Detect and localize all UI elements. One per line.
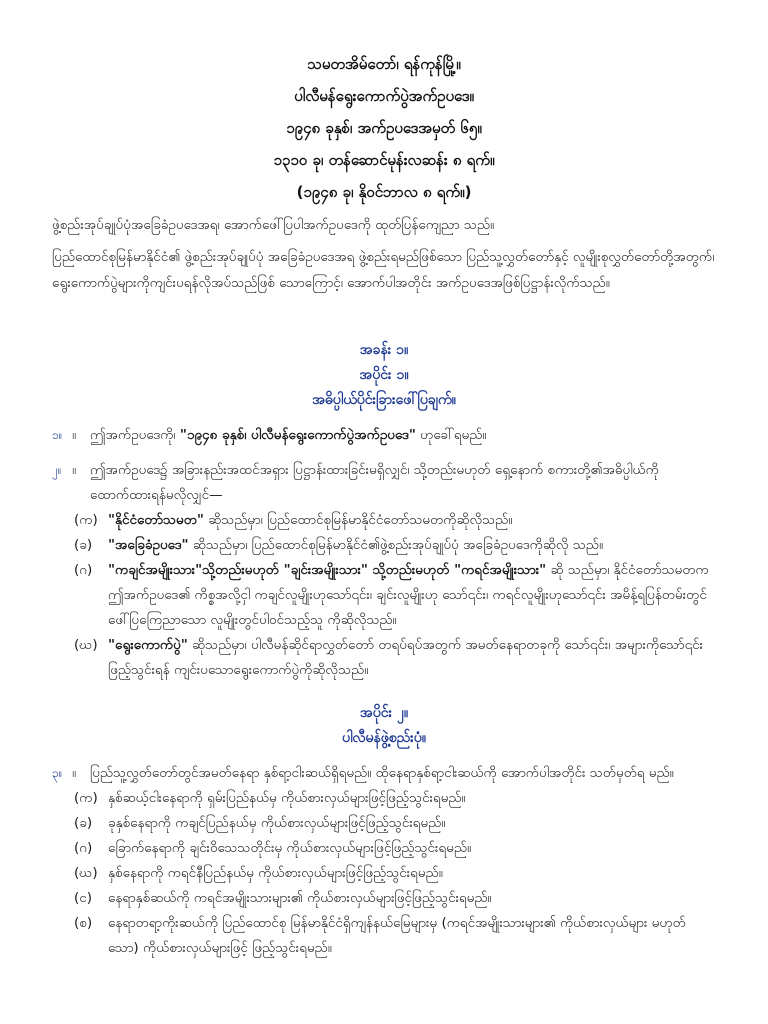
document-header [52, 48, 716, 208]
item-label: (က) [74, 790, 98, 806]
part-2-subject: ပါလီမန်ဖွဲ့စည်းပုံ။ [342, 730, 426, 746]
definition-item [52, 508, 716, 533]
item-label: (ဂ) [74, 840, 93, 856]
item-label: (စ) [74, 915, 93, 931]
header-act-number: ၁၉၄၈ ခုနှစ်၊ အက်ဥပဒေအမှတ် ၆၅။ [286, 119, 482, 137]
item-label: (ခ) [74, 537, 93, 553]
clause-1 [52, 423, 716, 448]
list-item [52, 911, 716, 961]
clause-text-pre: ဤအက်ဥပဒေကို၊ [90, 427, 180, 443]
part-1-subject: အဓိပ္ပါယ်ပိုင်းခြားဖေါ်ပြချက်။ [312, 392, 456, 408]
item-label: (ဃ) [74, 637, 98, 653]
clause-separator: ။ [72, 765, 77, 781]
clause-number: ၂။ [52, 463, 62, 477]
clause-2 [52, 458, 716, 508]
item-text: ခုနှစ်နေရာကို ကချင်ပြည်နယ်မှ ကိုယ်စားလှယ်များဖြင့်ဖြည့်သွင်းရမည်။ [108, 815, 446, 831]
clause-text [90, 423, 716, 448]
list-item [52, 811, 716, 836]
definition-text: ဆိုသည်မှာ၊ ပြည်ထောင်စုမြန်မာနိုင်ငံ၏ဖွဲ့စည်းအုပ်ချုပ်ပုံ အခြေခံဥပဒေကိုဆိုလို သည်။ [188, 537, 604, 553]
clause-text: ဤအက်ဥပဒေ၌ အခြားနည်းအထင်အရှား ပြဋ္ဌာန်းထားခြင်းမရှိလျှင်၊ သို့တည်းမဟုတ် ရှေ့နောက် စကားတို့၏အဓိပ္ပါယ်ကို ထောက်ထားရန်မလိုလျှင်— [90, 462, 659, 503]
clause-text-post: ဟုခေါ်ရမည်။ [415, 427, 487, 443]
item-text [108, 633, 716, 683]
intro-paragraph-2: ပြည်ထောင်စုမြန်မာနိုင်ငံ၏ ဖွဲ့စည်းအုပ်ချုပ်ပုံ အခြေခံဥပဒေအရ ဖွဲ့စည်းရမည်ဖြစ်သော ပြည်သူ့လွှတ်တော်နှင့် လူမျိုးစုလွှတ်တော်တို့အတွက်၊ ရွေးကောက်ပွဲများကိုကျင်းပရန်လိုအပ်သည်ဖြစ် သောကြောင့်၊ အောက်ပါအတိုင်း အက်ဥပဒေအဖြစ်ပြဋ္ဌာန်းလိုက်သည်။ [52, 249, 715, 291]
part-1-title: အပိုင်း ၁။ [359, 367, 409, 383]
section-2-heading [52, 701, 716, 751]
item-text: နှစ်ဆယ့်ငါးနေရာကို ရှမ်းပြည်နယ်မှ ကိုယ်စားလှယ်များဖြင့်ဖြည့်သွင်းရမည်။ [108, 790, 466, 806]
clause-3 [52, 761, 716, 786]
clause-separator: ။ [72, 462, 77, 478]
item-label: (င) [74, 890, 93, 906]
definition-text: ဆိုသည်မှာ၊ ပြည်ထောင်စုမြန်မာနိုင်ငံတော်သမတကိုဆိုလိုသည်။ [203, 512, 513, 528]
definition-text: ဆို သည်မှာ၊ နိုင်ငံတော်သမတကဤအက်ဥပဒေ၏ ကိစ္စအလို့ငှါ ကချင်လူမျိုးဟုသော်၎င်း၊ ချင်းလူမျိုးဟု သော်၎င်း၊ ကရင်လူမျိုးဟုသော်၎င်း အမိန့်ရပြန်တမ်းတွင်ဖေါ်ပြကြေညာသော လူမျိုးတွင်ပါဝင်သည့်သူ ကိုဆိုလိုသည်။ [108, 562, 709, 628]
list-item [52, 786, 716, 811]
item-text [108, 558, 716, 633]
item-text: နေရာတရာ့ကိုးဆယ်ကို ပြည်ထောင်စု မြန်မာနိုင်ငံရှိကျန်နယ်မြေများမှ (ကရင်အမျိုးသားများ၏ ကိုယ်စားလှယ်များ မဟုတ်သော) ကိုယ်စားလှယ်များဖြင့် ဖြည့်သွင်းရမည်။ [108, 915, 686, 956]
clause-short-title: "၁၉၄၈ ခုနှစ်၊ ပါလီမန်ရွေးကောက်ပွဲအက်ဥပဒေ" [179, 427, 416, 443]
defined-term: "အခြေခံဥပဒေ" [108, 537, 189, 553]
item-label: (က) [74, 512, 98, 528]
header-location: သမတအိမ်တော်၊ ရန်ကုန်မြို့။ [307, 55, 461, 73]
item-text: နှစ်နေရာကို ကရင်နီပြည်နယ်မှ ကိုယ်စားလှယ်များဖြင့်ဖြည့်သွင်းရမည်။ [108, 865, 443, 881]
definition-text: ဆိုသည်မှာ၊ ပါလီမန်ဆိုင်ရာလွှတ်တော် တရပ်ရပ်အတွက် အမတ်နေရာတခုကို သော်၎င်း၊ အများကိုသော်၎င်း ဖြည့်သွင်းရန် ကျင်းပသောရွေးကောက်ပွဲကိုဆိုလိုသည်။ [108, 637, 703, 678]
clause-number: ၁။ [52, 428, 63, 442]
clause-text: ပြည်သူ့လွှတ်တော်တွင်အမတ်နေရာ နှစ်ရာ့ငါးဆယ်ရှိရမည်။ ထိုနေရာနှစ်ရာ့ငါးဆယ်ကို အောက်ပါအတိုင်း သတ်မှတ်ရ မည်။ [90, 765, 674, 781]
defined-term: "နိုင်ငံတော်သမတ" [108, 512, 204, 528]
intro-paragraph-1: ဖွဲ့စည်းအုပ်ချုပ်ပုံအခြေခံဥပဒေအရ၊ အောက်ဖေါ်ပြပါအက်ဥပဒေကို ထုတ်ပြန်ကျေညာ သည်။ [52, 217, 495, 233]
list-item [52, 836, 716, 861]
definition-item [52, 533, 716, 558]
item-label: (ဂ) [74, 562, 93, 578]
item-text [108, 533, 716, 558]
clause-separator: ။ [72, 427, 77, 443]
clause-number: ၃။ [52, 766, 63, 780]
item-label: (ဃ) [74, 865, 98, 881]
list-item [52, 861, 716, 886]
section-1-heading [52, 338, 716, 413]
part-2-title: အပိုင်း ၂။ [359, 705, 409, 721]
defined-term: "ရွေးကောက်ပွဲ" [108, 637, 188, 653]
item-text: ခြောက်နေရာကို ချင်းဝိသေသတိုင်းမှ ကိုယ်စားလှယ်များဖြင့်ဖြည့်သွင်းရမည်။ [108, 840, 472, 856]
header-western-date: (၁၉၄၈ ခု၊ နိုဝင်ဘာလ ၈ ရက်။) [296, 183, 472, 201]
defined-term: "ကချင်အမျိုးသား"သို့တည်းမဟုတ် "ချင်းအမျိုးသား" သို့တည်းမဟုတ် "ကရင်အမျိုးသား" [108, 562, 547, 578]
header-act-title: ပါလီမန်ရွေးကောက်ပွဲအက်ဥပဒေ။ [294, 87, 474, 105]
item-text [108, 508, 716, 533]
list-item [52, 886, 716, 911]
item-text: နေရာနှစ်ဆယ်ကို ကရင်အမျိုးသားများ၏ ကိုယ်စားလှယ်များဖြင့်ဖြည့်သွင်းရမည်။ [108, 890, 492, 906]
header-burmese-date: ၁၃၁၀ ခု၊ တန်ဆောင်မုန်းလဆန်း ၈ ရက်။ [273, 151, 495, 169]
item-label: (ခ) [74, 815, 93, 831]
definition-item [52, 558, 716, 633]
definition-item [52, 633, 716, 683]
chapter-title: အခန်း ၁။ [359, 342, 409, 358]
